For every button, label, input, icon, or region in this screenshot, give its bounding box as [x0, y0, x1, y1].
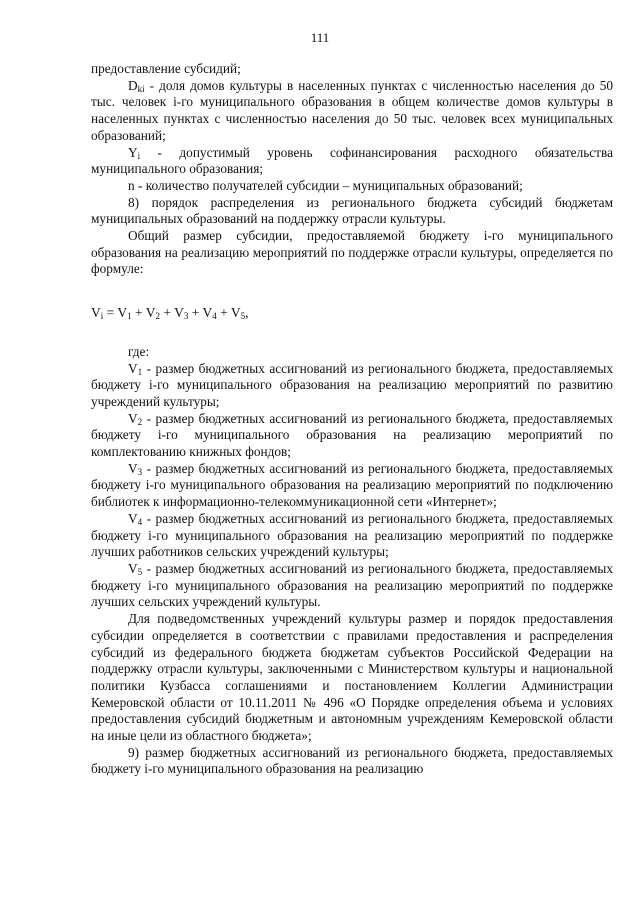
paragraph: предоставление субсидий; — [91, 61, 241, 76]
page-number: 111 — [310, 30, 330, 45]
where-label: где: — [128, 343, 150, 359]
paragraph: 9) размер бюджетных ассигнований из регионального бюджета, предоставляемых бюджету i-го муниципального образования на реализацию — [91, 744, 613, 777]
paragraph: $Y_i$ - допустимый уровень софинансирования расходного обязательства муниципального образования; — [91, 144, 613, 177]
paragraph: $D_{ki}$ - доля домов культуры в населенных пунктах с численностью населения до 50 тыс. человек i-го муниципального образования в общем количестве домов культуры в населенных пунктах с численностью населения до 50 тыс. человек всех муниципальных образований; — [91, 77, 613, 143]
definition: $V_1$ - размер бюджетных ассигнований из регионального бюджета, предоставляемых бюджету i-го муниципального образования на реализацию мероприятий по развитию учреждений культуры; — [91, 360, 613, 409]
definition: $V_4$ - размер бюджетных ассигнований из регионального бюджета, предоставляемых бюджету i-го муниципального образования на реализацию мероприятий по поддержке лучших работников сельских учреждений культуры; — [91, 510, 613, 560]
definition: $V_2$ - размер бюджетных ассигнований из регионального бюджета, предоставляемых бюджету i-го муниципального образования на реализацию мероприятий по комплектованию книжных фондов; — [91, 410, 613, 460]
body-text — [91, 61, 613, 778]
formula: $V_i = V_1 + V_2 + V_3 + V_4 + V_5$, — [91, 305, 249, 322]
paragraph: Общий размер субсидии, предоставляемой бюджету i-го муниципального образования на реализацию мероприятий по поддержке отрасли культуры, определяется по формуле: — [91, 228, 613, 277]
definition: $V_5$ - размер бюджетных ассигнований из регионального бюджета, предоставляемых бюджету i-го муниципального образования на реализацию мероприятий по поддержке лучших сельских учреждений культуры. — [91, 560, 613, 610]
definition: $V_3$ - размер бюджетных ассигнований из регионального бюджета, предоставляемых бюджету i-го муниципального образования на реализацию мероприятий по подключению библиотек к информационно-телекоммуникационной сети «Интернет»; — [91, 460, 613, 510]
paragraph: 8) порядок распределения из регионального бюджета субсидий бюджетам муниципальных образований на поддержку отрасли культуры. — [91, 194, 613, 227]
paragraph: n - количество получателей субсидии – муниципальных образований; — [128, 177, 523, 193]
paragraph: Для подведомственных учреждений культуры размер и порядок предоставления субсидии определяется в соответствии с правилами предоставления и распределения субсидий из федерального бюджета бюджетам субъектов Российской Федерации на поддержку отрасли культуры, заключенными с Министерством культуры и национальной политики Кузбасса соглашениями и постановлением Коллегии Администрации Кемеровской области от 10.11.2011 № 496 «О Порядке определения объема и условиях предоставления субсидий бюджетным и автономным учреждениям Кемеровской области на иные цели из областного бюджета»; — [91, 611, 613, 744]
